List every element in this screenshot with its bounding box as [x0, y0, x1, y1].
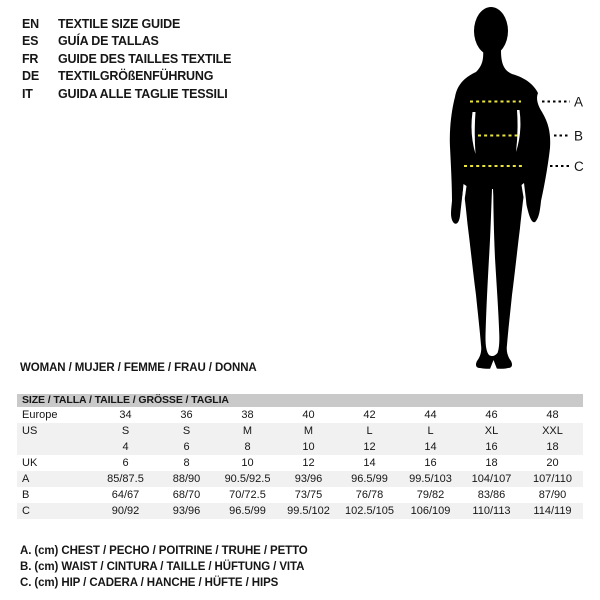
- language-title: GUÍA DE TALLAS: [58, 34, 159, 49]
- size-value-cell: 79/82: [416, 489, 445, 501]
- size-value-cell: 12: [363, 441, 376, 453]
- size-value-cell: 83/86: [477, 489, 506, 501]
- legend-line: A. (cm) CHEST / PECHO / POITRINE / TRUHE / PETTO: [20, 545, 308, 557]
- size-value-cell: 93/96: [294, 473, 323, 485]
- size-value-cell: M: [242, 425, 253, 437]
- size-value-cell: 36: [180, 409, 193, 421]
- size-value-cell: 88/90: [172, 473, 201, 485]
- size-value-cell: 16: [485, 441, 498, 453]
- size-value-cell: 46: [485, 409, 498, 421]
- language-row: [22, 33, 231, 51]
- language-row: [22, 68, 231, 86]
- size-value-cell: 18: [485, 457, 498, 469]
- size-value-cell: L: [427, 425, 434, 437]
- silhouette-body: [450, 44, 550, 369]
- size-value-cell: 14: [363, 457, 376, 469]
- size-value-cell: M: [303, 425, 314, 437]
- language-code: DE: [22, 69, 39, 84]
- row-label: B: [22, 489, 30, 501]
- size-value-cell: 70/72.5: [229, 489, 266, 501]
- size-value-cell: 10: [241, 457, 254, 469]
- size-table-row: [17, 471, 583, 487]
- language-title: TEXTILGRÖßENFÜHRUNG: [58, 69, 214, 84]
- size-table-row: [17, 487, 583, 503]
- size-value-cell: 106/109: [410, 505, 451, 517]
- measure-label-a: A: [574, 94, 584, 110]
- legend-line: B. (cm) WAIST / CINTURA / TAILLE / HÜFTUNG / VITA: [20, 561, 305, 573]
- size-value-cell: 8: [244, 441, 251, 453]
- woman-silhouette-figure: [400, 0, 600, 380]
- size-value-cell: 44: [424, 409, 437, 421]
- size-value-cell: 102.5/105: [345, 505, 394, 517]
- size-table: [17, 394, 583, 519]
- size-value-cell: L: [366, 425, 373, 437]
- language-row: [22, 85, 231, 103]
- language-title: GUIDE DES TAILLES TEXTILE: [58, 51, 232, 66]
- size-value-cell: 93/96: [172, 505, 201, 517]
- size-table-row: [17, 455, 583, 471]
- size-value-cell: 6: [183, 441, 190, 453]
- size-table-row: [17, 423, 583, 439]
- measure-label-c: C: [574, 159, 584, 174]
- size-value-cell: 38: [241, 409, 254, 421]
- size-value-cell: 34: [119, 409, 132, 421]
- size-value-cell: 99.5/102: [287, 505, 330, 517]
- language-title: TEXTILE SIZE GUIDE: [58, 16, 181, 31]
- language-code: IT: [22, 86, 33, 101]
- size-value-cell: 8: [183, 457, 190, 469]
- row-label: US: [22, 425, 38, 437]
- size-value-cell: 4: [122, 441, 129, 453]
- size-value-cell: 14: [424, 441, 437, 453]
- size-table-header: SIZE / TALLA / TAILLE / GRÖSSE / TAGLIA: [17, 394, 583, 407]
- size-value-cell: 48: [546, 409, 559, 421]
- measure-label-b: B: [574, 128, 584, 144]
- legend-line: C. (cm) HIP / CADERA / HANCHE / HÜFTE / HIPS: [20, 577, 279, 589]
- language-code: ES: [22, 34, 39, 49]
- size-value-cell: 10: [302, 441, 315, 453]
- size-value-cell: 96.5/99: [229, 505, 266, 517]
- gender-row-title: WOMAN / MUJER / FEMME / FRAU / DONNA: [20, 362, 257, 374]
- size-value-cell: 96.5/99: [351, 473, 388, 485]
- row-label: C: [22, 505, 30, 517]
- size-value-cell: 99.5/103: [409, 473, 452, 485]
- size-value-cell: XXL: [542, 425, 563, 437]
- language-code: FR: [22, 51, 39, 66]
- row-label: Europe: [22, 409, 58, 421]
- language-title: GUIDA ALLE TAGLIE TESSILI: [58, 86, 228, 101]
- size-value-cell: 104/107: [471, 473, 512, 485]
- size-value-cell: XL: [484, 425, 499, 437]
- size-value-cell: 85/87.5: [107, 473, 144, 485]
- size-value-cell: 114/119: [533, 505, 572, 517]
- size-table-row: [17, 503, 583, 519]
- size-value-cell: 68/70: [172, 489, 201, 501]
- size-value-cell: 73/75: [294, 489, 323, 501]
- size-value-cell: 90/92: [111, 505, 140, 517]
- row-label: [17, 439, 95, 455]
- size-value-cell: 42: [363, 409, 376, 421]
- size-value-cell: 76/78: [355, 489, 384, 501]
- size-table-row: [17, 407, 583, 423]
- size-table-body: [17, 407, 583, 519]
- size-value-cell: 110/113: [472, 505, 511, 517]
- size-value-cell: S: [121, 425, 130, 437]
- size-value-cell: 87/90: [538, 489, 567, 501]
- size-value-cell: S: [182, 425, 191, 437]
- size-value-cell: 90.5/92.5: [224, 473, 271, 485]
- size-value-cell: 64/67: [111, 489, 140, 501]
- size-value-cell: 6: [122, 457, 129, 469]
- language-title-list: [22, 15, 231, 103]
- size-value-cell: 20: [546, 457, 559, 469]
- size-value-cell: 18: [546, 441, 559, 453]
- size-value-cell: 40: [302, 409, 315, 421]
- measurement-legend: [20, 543, 308, 591]
- language-row: [22, 15, 231, 33]
- size-value-cell: 16: [424, 457, 437, 469]
- row-label: UK: [22, 457, 38, 469]
- language-row: [22, 50, 231, 68]
- size-table-row: [17, 439, 583, 455]
- size-value-cell: 12: [302, 457, 315, 469]
- language-code: EN: [22, 16, 39, 31]
- row-label: A: [22, 473, 30, 485]
- size-value-cell: 107/110: [533, 473, 572, 485]
